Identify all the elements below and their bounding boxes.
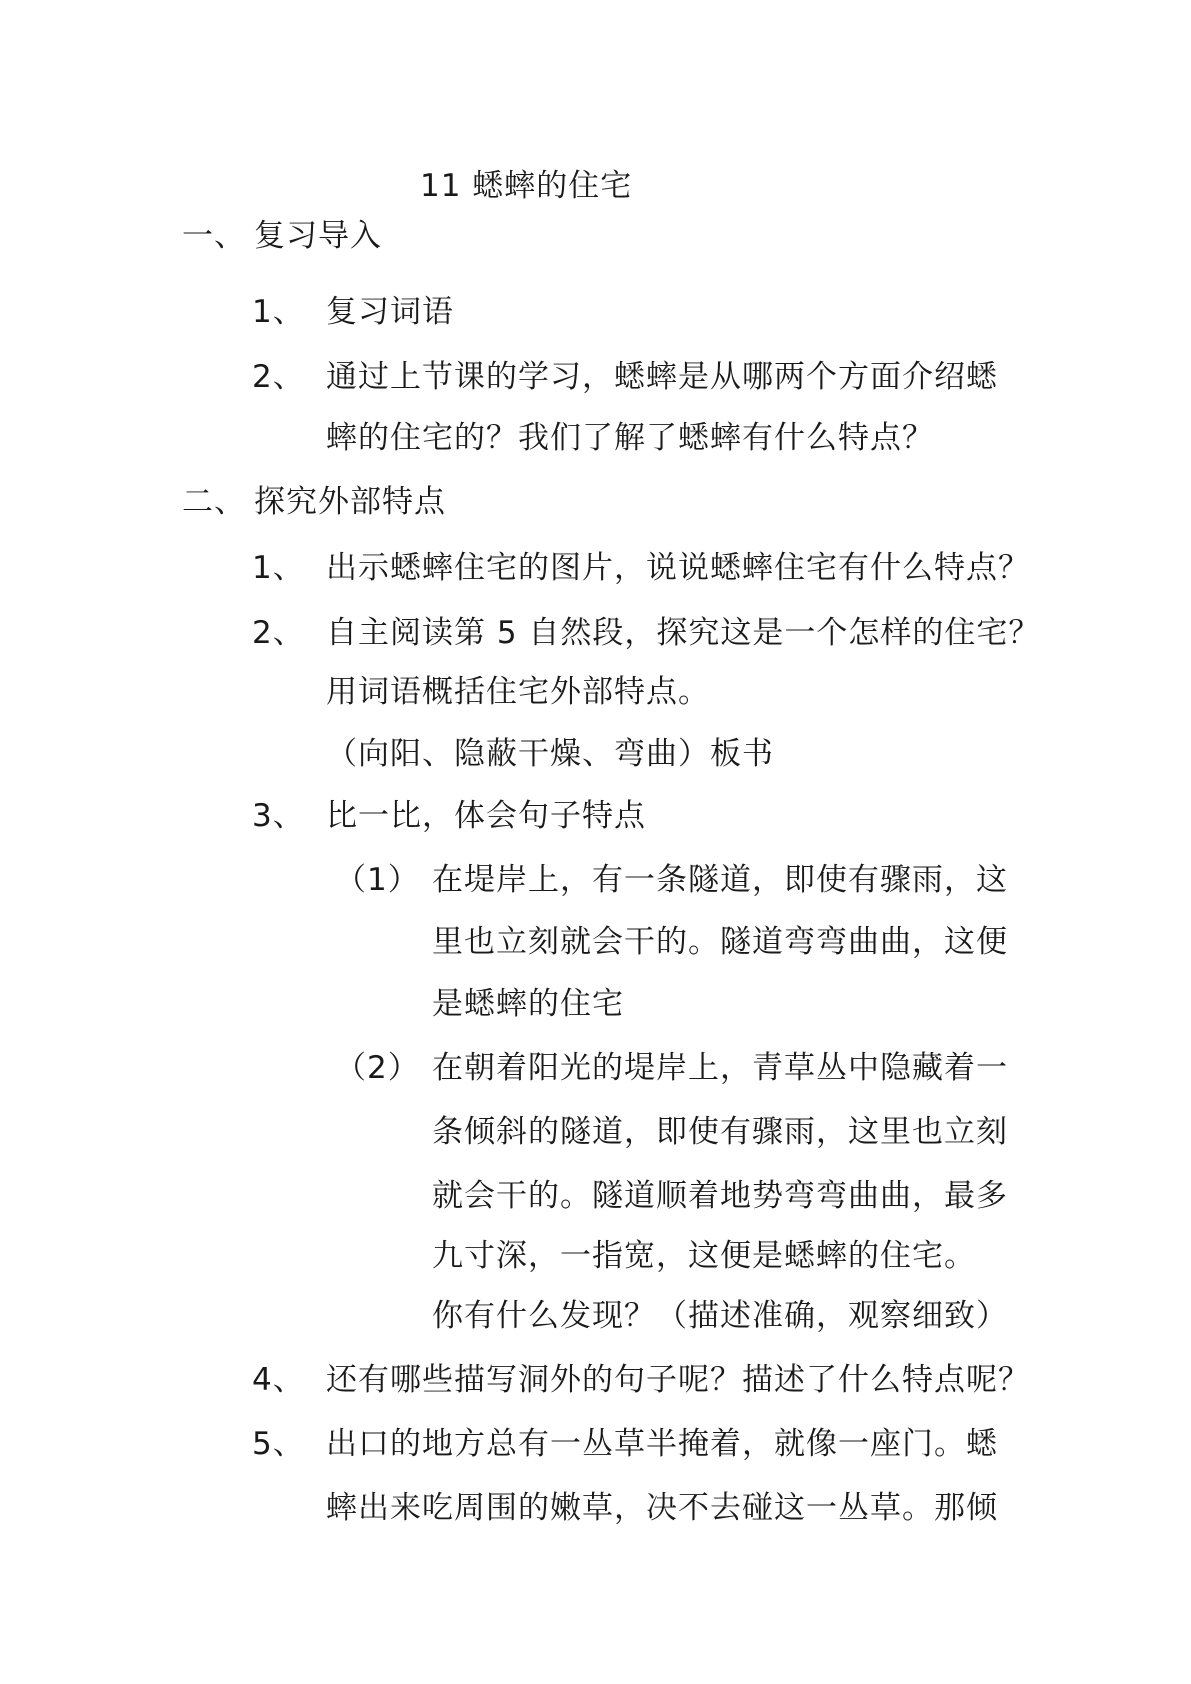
item-number: 3、 — [252, 798, 305, 834]
item-number: 4、 — [252, 1362, 305, 1398]
item-text: 用词语概括住宅外部特点。 — [326, 674, 710, 710]
item-text: 出示蟋蟀住宅的图片，说说蟋蟀住宅有什么特点？ — [326, 550, 1030, 586]
item-text: 比一比，体会句子特点 — [326, 798, 646, 834]
item-text: 通过上节课的学习，蟋蟀是从哪两个方面介绍蟋 — [326, 359, 998, 395]
item-text: 出口的地方总有一丛草半掩着，就像一座门。蟋 — [326, 1426, 998, 1462]
subitem-text: 是蟋蟀的住宅 — [432, 986, 624, 1022]
section-heading: 复习导入 — [254, 218, 382, 254]
document-title: 11 蟋蟀的住宅 — [420, 168, 633, 204]
subitem-text: 九寸深，一指宽，这便是蟋蟀的住宅。 — [432, 1238, 976, 1274]
subitem-number: （2） — [335, 1050, 420, 1086]
subitem-text: 就会干的。隧道顺着地势弯弯曲曲，最多 — [432, 1178, 1008, 1214]
item-number: 1、 — [252, 294, 305, 330]
item-text: 蟀出来吃周围的嫩草，决不去碰这一丛草。那倾 — [326, 1490, 998, 1526]
item-number: 1、 — [252, 550, 305, 586]
subitem-number: （1） — [335, 862, 420, 898]
subitem-text: 你有什么发现？（描述准确，观察细致） — [432, 1298, 1008, 1334]
subitem-text: 条倾斜的隧道，即使有骤雨，这里也立刻 — [432, 1114, 1008, 1150]
item-number: 2、 — [252, 615, 305, 651]
item-text: 复习词语 — [326, 294, 454, 330]
item-number: 5、 — [252, 1426, 305, 1462]
item-text: 自主阅读第 5 自然段，探究这是一个怎样的住宅？ — [326, 615, 1041, 651]
item-text: 蟀的住宅的？我们了解了蟋蟀有什么特点？ — [326, 420, 934, 456]
section-heading: 探究外部特点 — [254, 484, 446, 520]
subitem-text: 在朝着阳光的堤岸上，青草丛中隐藏着一 — [432, 1050, 1008, 1086]
item-text: 还有哪些描写洞外的句子呢？描述了什么特点呢？ — [326, 1362, 1030, 1398]
subitem-text: 里也立刻就会干的。隧道弯弯曲曲，这便 — [432, 924, 1008, 960]
section-number: 一、 — [182, 218, 246, 254]
section-number: 二、 — [182, 484, 246, 520]
item-number: 2、 — [252, 359, 305, 395]
subitem-text: 在堤岸上，有一条隧道，即使有骤雨，这 — [432, 862, 1008, 898]
item-text: （向阳、隐蔽干燥、弯曲）板书 — [326, 736, 774, 772]
